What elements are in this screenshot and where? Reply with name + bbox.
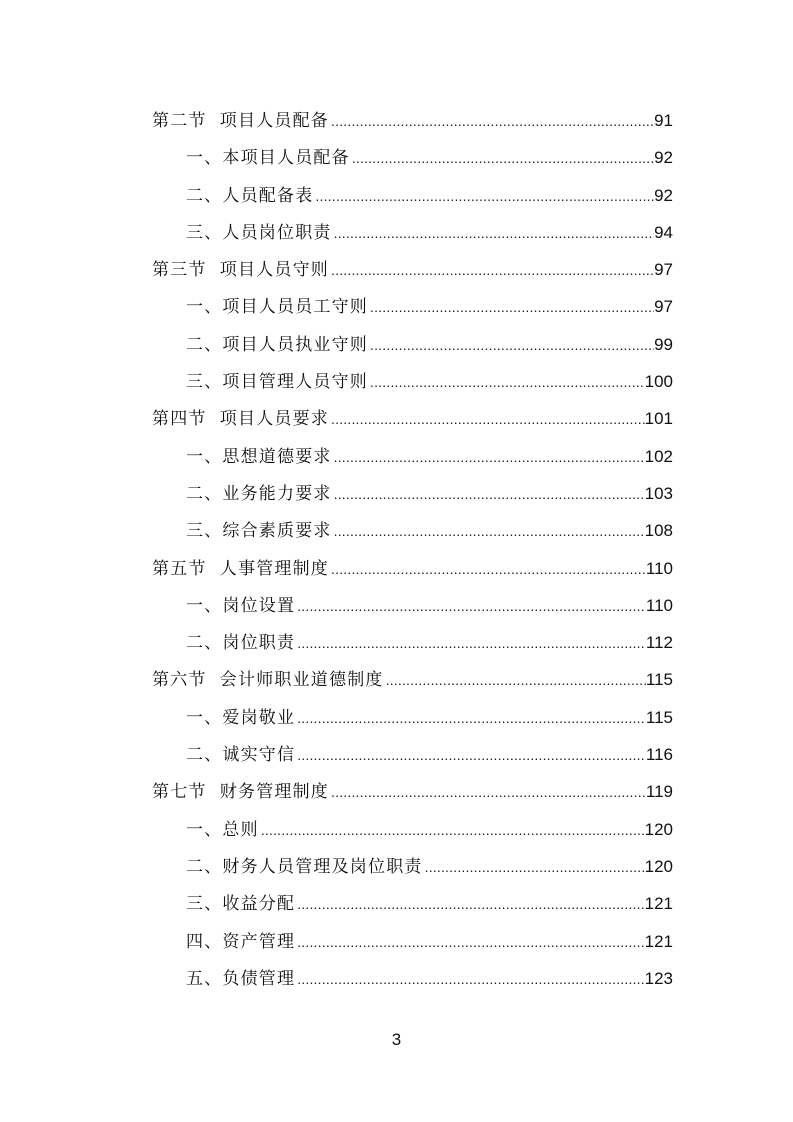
toc-entry[interactable] bbox=[152, 811, 673, 848]
toc-entry[interactable] bbox=[152, 587, 673, 624]
toc-entry-page: 97 bbox=[654, 260, 673, 280]
toc-dot-leader bbox=[295, 737, 646, 774]
toc-entry-page: 101 bbox=[644, 409, 673, 429]
toc-dot-leader bbox=[384, 662, 646, 699]
toc-dot-leader bbox=[295, 886, 644, 923]
toc-entry-label: 第三节 项目人员守则 bbox=[152, 260, 330, 281]
toc-dot-leader bbox=[350, 140, 654, 177]
toc-entry-label: 三、人员岗位职责 bbox=[186, 222, 332, 243]
toc-entry[interactable] bbox=[152, 177, 673, 214]
toc-entry[interactable] bbox=[152, 288, 673, 325]
toc-entry-page: 120 bbox=[644, 856, 673, 876]
toc-entry[interactable] bbox=[152, 736, 673, 773]
toc-entry-page: 110 bbox=[645, 558, 673, 578]
toc-entry-label: 五、负债管理 bbox=[186, 968, 296, 989]
toc-entry-label: 二、财务人员管理及岗位职责 bbox=[186, 856, 423, 877]
toc-dot-leader bbox=[332, 439, 645, 476]
toc-entry-label: 一、爱岗敬业 bbox=[186, 707, 296, 728]
toc-entry[interactable] bbox=[152, 400, 673, 437]
toc-entry-label: 一、项目人员员工守则 bbox=[186, 297, 368, 318]
toc-entry-label: 三、项目管理人员守则 bbox=[186, 372, 368, 393]
toc-dot-leader bbox=[313, 178, 654, 215]
toc-entry[interactable] bbox=[152, 363, 673, 400]
toc-entry-label: 二、业务能力要求 bbox=[186, 483, 332, 504]
toc-entry-page: 108 bbox=[644, 521, 673, 541]
toc-dot-leader bbox=[295, 961, 644, 998]
toc-entry-label: 二、岗位职责 bbox=[186, 633, 296, 654]
toc-dot-leader bbox=[329, 551, 646, 588]
toc-entry-page: 110 bbox=[645, 595, 673, 615]
toc-dot-leader bbox=[259, 812, 645, 849]
toc-entry[interactable] bbox=[152, 326, 673, 363]
toc-entry[interactable] bbox=[152, 438, 673, 475]
toc-dot-leader bbox=[295, 700, 646, 737]
toc-entry-page: 115 bbox=[645, 707, 673, 727]
toc-dot-leader bbox=[332, 513, 645, 550]
page-number: 3 bbox=[391, 1030, 402, 1049]
toc-entry-page: 94 bbox=[654, 222, 673, 242]
toc-entry[interactable] bbox=[152, 214, 673, 251]
toc-entry-label: 四、资产管理 bbox=[186, 931, 296, 952]
toc-entry-label: 第四节 项目人员要求 bbox=[152, 409, 330, 430]
toc-entry-page: 112 bbox=[645, 633, 673, 653]
toc-entry-label: 一、本项目人员配备 bbox=[186, 148, 350, 169]
toc-entry-label: 第二节 项目人员配备 bbox=[152, 111, 330, 131]
toc-dot-leader bbox=[329, 103, 654, 140]
toc-dot-leader bbox=[332, 476, 645, 513]
toc-entry-page: 92 bbox=[654, 148, 673, 168]
toc-entry[interactable] bbox=[152, 512, 673, 549]
toc-dot-leader bbox=[295, 588, 646, 625]
toc-entry-label: 三、收益分配 bbox=[186, 894, 296, 915]
toc-entry-page: 91 bbox=[654, 111, 673, 130]
toc-dot-leader bbox=[329, 401, 645, 438]
toc-entry-label: 二、项目人员执业守则 bbox=[186, 334, 368, 355]
toc-entry-label: 一、总则 bbox=[186, 819, 259, 840]
toc-entry[interactable] bbox=[152, 251, 673, 288]
toc-entry-page: 116 bbox=[645, 745, 673, 765]
toc-entry-page: 99 bbox=[654, 334, 673, 354]
toc-entry[interactable] bbox=[152, 848, 673, 885]
table-of-contents bbox=[152, 102, 673, 997]
toc-entry-page: 121 bbox=[644, 894, 673, 914]
toc-entry[interactable] bbox=[152, 475, 673, 512]
toc-entry-page: 92 bbox=[654, 185, 673, 205]
toc-entry[interactable] bbox=[152, 773, 673, 810]
toc-entry[interactable] bbox=[152, 624, 673, 661]
toc-entry-label: 第五节 人事管理制度 bbox=[152, 558, 330, 579]
toc-entry-label: 二、诚实守信 bbox=[186, 745, 296, 766]
toc-dot-leader bbox=[295, 625, 646, 662]
toc-entry[interactable] bbox=[152, 699, 673, 736]
toc-dot-leader bbox=[368, 327, 654, 364]
toc-entry-label: 三、综合素质要求 bbox=[186, 521, 332, 542]
toc-entry-page: 119 bbox=[645, 782, 673, 802]
toc-entry-page: 121 bbox=[644, 931, 673, 951]
toc-entry-page: 123 bbox=[644, 968, 673, 988]
toc-entry[interactable] bbox=[152, 102, 673, 139]
toc-dot-leader bbox=[295, 924, 644, 961]
toc-entry-label: 一、思想道德要求 bbox=[186, 446, 332, 467]
toc-entry-page: 103 bbox=[644, 483, 673, 503]
toc-entry[interactable] bbox=[152, 550, 673, 587]
toc-dot-leader bbox=[329, 774, 646, 811]
toc-entry[interactable] bbox=[152, 885, 673, 922]
toc-entry-page: 97 bbox=[654, 297, 673, 317]
toc-entry-page: 115 bbox=[645, 670, 673, 690]
toc-dot-leader bbox=[332, 215, 654, 252]
toc-entry[interactable] bbox=[152, 923, 673, 960]
toc-dot-leader bbox=[368, 289, 654, 326]
toc-entry-page: 100 bbox=[644, 372, 673, 392]
toc-entry-label: 二、人员配备表 bbox=[186, 185, 314, 206]
toc-entry-label: 一、岗位设置 bbox=[186, 595, 296, 616]
toc-entry-page: 102 bbox=[644, 446, 673, 466]
toc-entry[interactable] bbox=[152, 661, 673, 698]
toc-dot-leader bbox=[368, 364, 645, 401]
toc-entry-label: 第六节 会计师职业道德制度 bbox=[152, 670, 384, 691]
toc-entry[interactable] bbox=[152, 139, 673, 176]
toc-dot-leader bbox=[329, 252, 654, 289]
toc-entry[interactable] bbox=[152, 960, 673, 997]
toc-entry-label: 第七节 财务管理制度 bbox=[152, 782, 330, 803]
toc-dot-leader bbox=[423, 849, 645, 886]
toc-entry-page: 120 bbox=[644, 819, 673, 839]
